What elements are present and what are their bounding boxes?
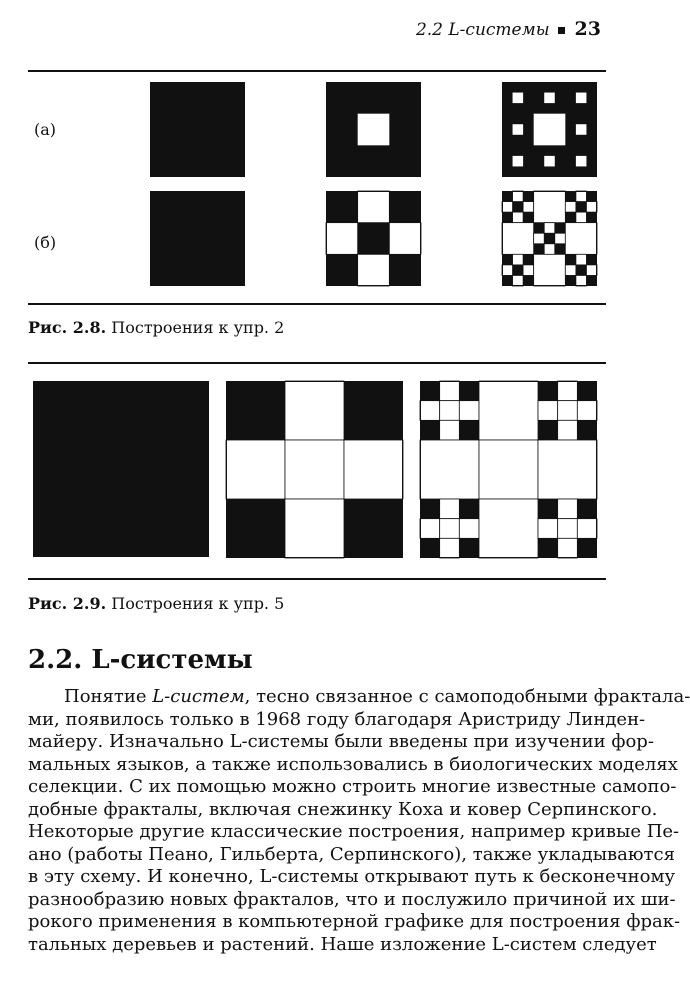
fig-2-8-caption-text: Построения к упр. 2 <box>106 318 285 337</box>
body-line: разнообразию новых фракталов, что и послужило причиной их ши- <box>28 888 676 910</box>
fig-2-9-2 <box>226 381 403 558</box>
rule-fig-2-9-top <box>28 362 606 364</box>
body-line: майеру. Изначально L-системы были введены при изучении фор- <box>28 731 654 752</box>
rule-fig-2-9-bottom <box>28 578 606 580</box>
fig-2-8-caption-number: Рис. 2.8. <box>28 318 107 337</box>
header-bullet <box>558 27 565 34</box>
rule-top <box>28 70 606 72</box>
body-line: селекции. С их помощью можно строить многие известные самопо- <box>28 776 677 797</box>
fig-2-9-1 <box>33 381 209 557</box>
body-line: добные фракталы, включая снежинку Коха и ковер Серпинского. <box>28 798 658 820</box>
body-line: мальных языков, а также использовались в биологических моделях <box>28 753 678 775</box>
body-line: Некоторые другие классические построения, например кривые Пе- <box>28 821 680 842</box>
body-text <box>28 686 690 956</box>
body-line: ано (работы Пеано, Гильберта, Серпинского), также укладываются <box>28 843 675 865</box>
fig-2-8-b-1 <box>150 191 245 286</box>
fig-2-8-a-3 <box>502 82 597 177</box>
fig-2-9-caption <box>28 594 284 613</box>
page-number: 23 <box>574 18 601 40</box>
rule-fig-2-8-bottom <box>28 303 606 305</box>
fig-2-8-b-2 <box>326 191 421 286</box>
body-line: Понятие L-систем, тесно связанное с самоподобными фрактала- <box>64 686 690 707</box>
section-heading: 2.2. L-системы <box>28 645 253 675</box>
fig-2-9-caption-number: Рис. 2.9. <box>28 594 107 613</box>
running-header-title: 2.2 L-системы <box>415 20 550 40</box>
body-line: тальных деревьев и растений. Наше изложение L-систем следует <box>28 933 657 955</box>
fig-2-8-caption <box>28 318 284 337</box>
body-line: в эту схему. И конечно, L-системы открывают путь к бесконечному <box>28 866 676 887</box>
fig-2-8-a-1 <box>150 82 245 177</box>
row-b-label: (б) <box>34 233 57 252</box>
fig-2-9-caption-text: Построения к упр. 5 <box>106 594 285 613</box>
fig-2-8-b-3 <box>502 191 597 286</box>
running-header <box>416 18 601 40</box>
body-line: ми, появилось только в 1968 году благодаря Аристриду Линден- <box>28 708 646 730</box>
body-line: рокого применения в компьютерной графике для построения фрак- <box>28 911 681 932</box>
fig-2-9-3 <box>420 381 597 558</box>
row-a-label: (а) <box>34 120 57 139</box>
fig-2-8-a-2 <box>326 82 421 177</box>
